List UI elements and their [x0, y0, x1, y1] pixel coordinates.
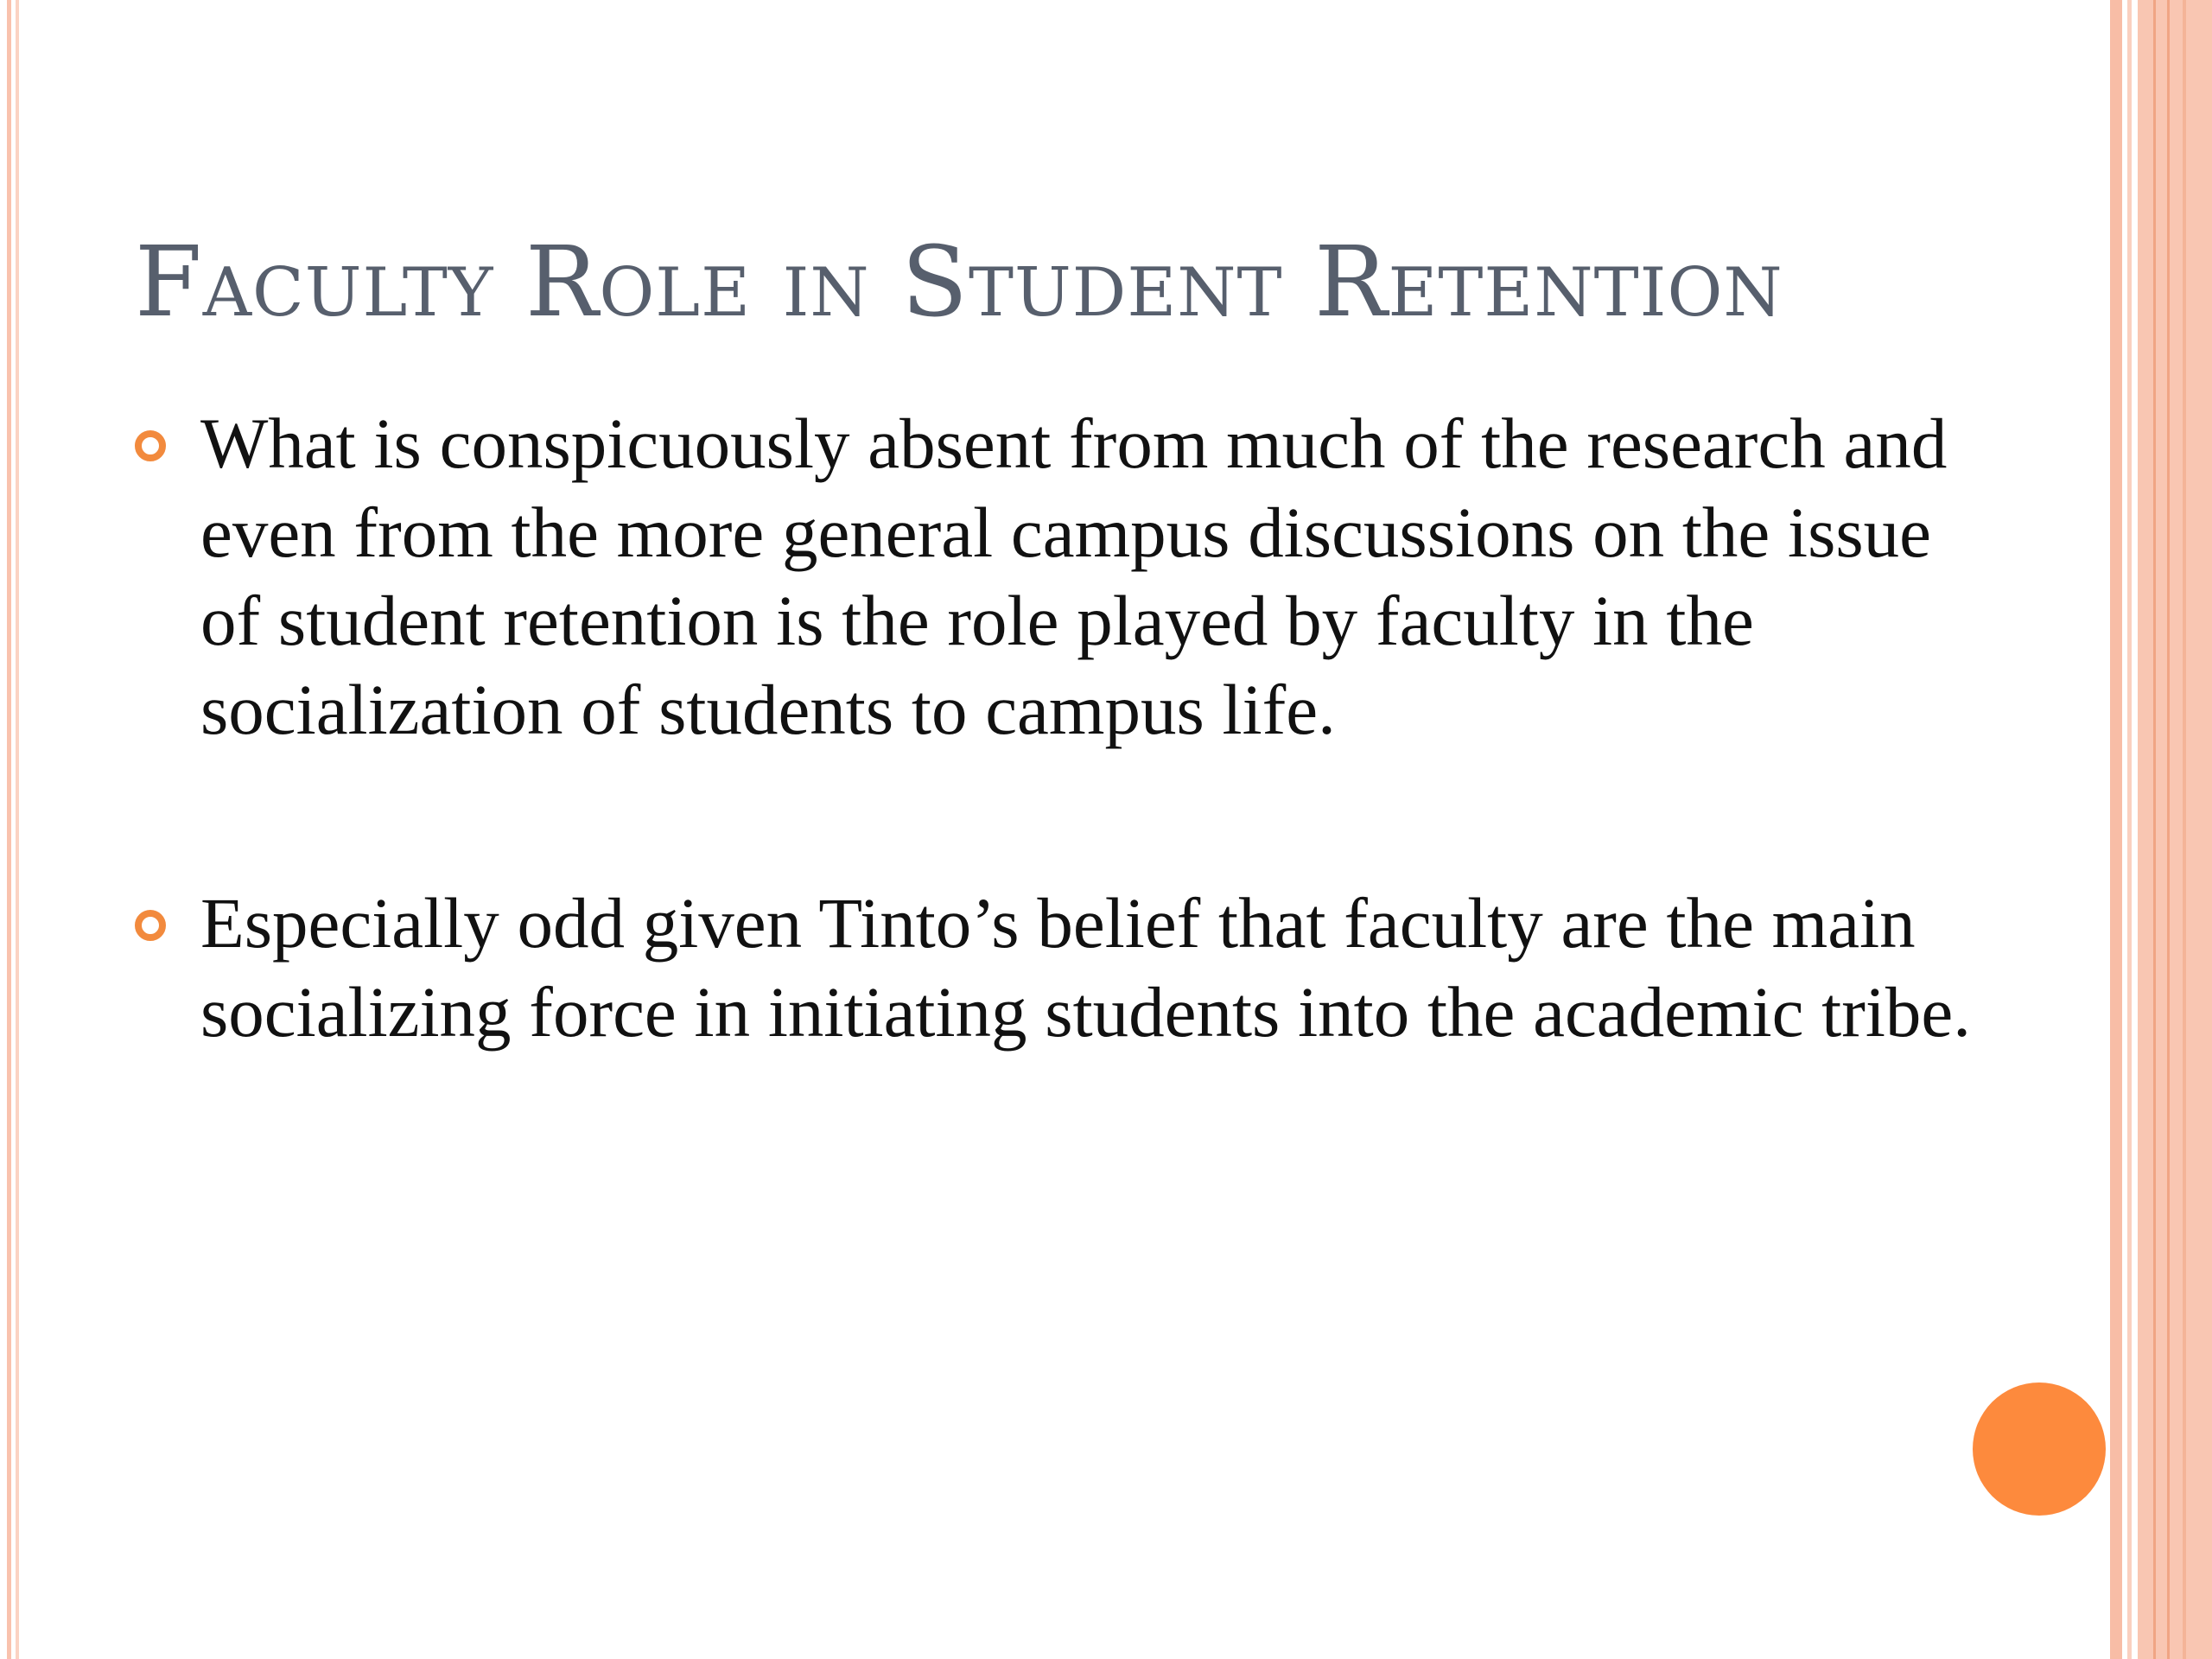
right-border-line [2167, 0, 2170, 1659]
bullet-text: Especially odd given Tinto’s belief that faculty are the main socializing force in initiating students into the academic tribe. [200, 883, 1972, 1052]
orange-circle-decoration [1973, 1382, 2106, 1516]
right-border-stripe [2110, 0, 2122, 1659]
left-border-stripe [7, 0, 11, 1659]
bullet-text: What is conspicuously absent from much of the research and even from the more general campus discussions on the issue of student retention is the role played by faculty in the socialization of students to campus life. [200, 404, 1948, 749]
right-border-line [2183, 0, 2186, 1659]
hollow-circle-bullet-icon [135, 910, 166, 941]
hollow-circle-bullet-icon [135, 430, 166, 461]
left-border-stripe-inner [16, 0, 19, 1659]
right-border-band [2138, 0, 2212, 1659]
slide-title: Faculty Role in Student Retention [135, 226, 1783, 339]
right-border-line [2153, 0, 2156, 1659]
bullet-item [135, 399, 2001, 753]
right-border-stripe-thin [2127, 0, 2132, 1659]
bullet-list [135, 399, 2001, 1056]
bullet-item [135, 879, 2001, 1056]
